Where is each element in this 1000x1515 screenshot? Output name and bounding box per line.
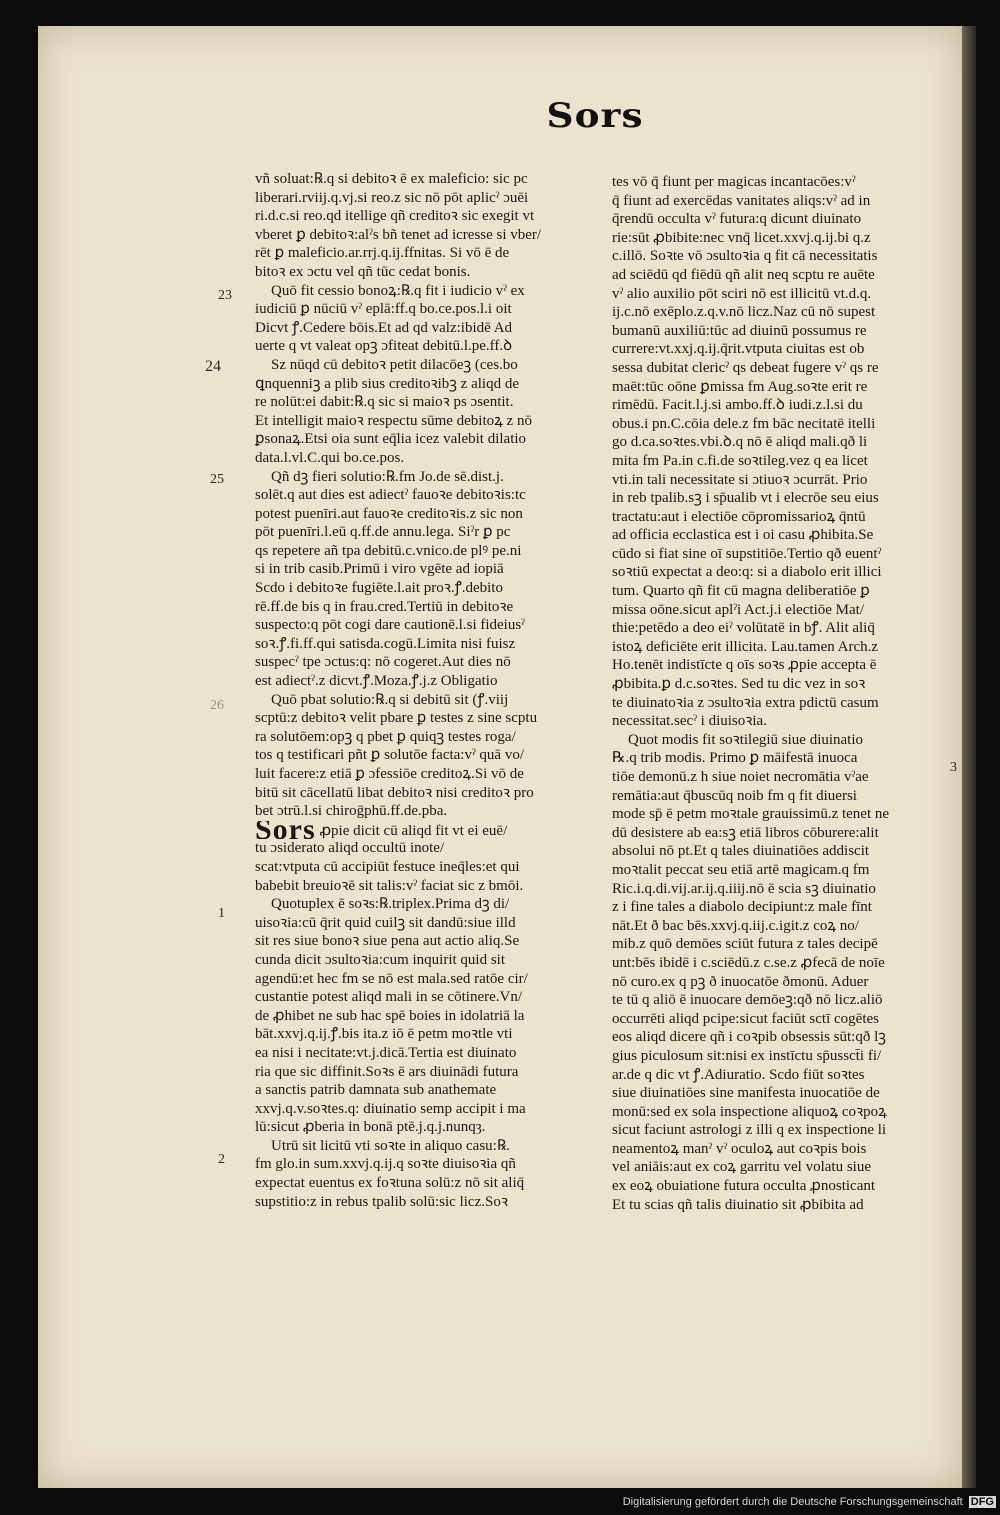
text-line: si in trib casib.Primū i viro vgēte ad iopiā [255,561,504,578]
text-line: ar.de q dic vt ꝭ.Adiuratio. Scdo fiūt soꝛtes [612,1066,865,1083]
text-line: te tū q aliō ē inuocare demōeꝫ:qð nō licz.aliō [612,992,883,1009]
text-line: c.illō. Soꝛte vō ɔsultoꝛia q fit cā necessitatis [612,248,878,265]
text-line: soꝛtiū expectat a deo:q: si a diabolo erit illici [612,564,882,581]
text-line: ea nisi i necitate:vt.j.dicā.Tertia est diuinato [255,1044,517,1061]
text-line: tum. Quarto qñ fit cū magna deliberatiōe ꝑ [612,583,870,600]
text-line: vti.in tali necessitate si ɔtiuoꝛ ɔcurrāt. Prio [612,471,868,488]
margin-number: 24 [205,358,221,375]
text-line: vel aniāis:aut ex coꝝ garritu vel volatu siue [612,1159,872,1176]
text-line: scat:vtputa cū accipiūt festuce ineq̄les:et qui [255,858,520,875]
text-line: bumanū auxiliū:tūc ad diuinū possumus re [612,322,867,339]
running-head: Sors [546,96,644,136]
text-line: Qñ dꝫ fieri solutio:℞.fm Jo.de sē.dist.j. [271,468,504,485]
text-line: maēt:tūc oōne ꝑmissa fm Aug.soꝛte erit re [612,378,868,395]
margin-number: 25 [210,472,224,487]
text-line: solēt.q aut dies est adiectˀ fauoꝛe debitoꝛis:tc [255,487,526,504]
margin-number: 23 [218,288,232,303]
text-line: liberari.rviij.q.vj.si reo.z sic nō pōt aplicˀ ɔuēi [255,189,529,206]
text-line: tractatu:aut i electiōe cōpromissarioꝝ q̄ntū [612,508,866,525]
text-line: fm glo.in sum.xxvj.q.ij.q soꝛte diuisoꝛia qñ [255,1156,516,1173]
text-line: uerte q vt valeat opꝫ ɔfiteat debitū.l.pe.ff.ꝺ [255,338,513,355]
text-line: dū desistere ab ea:sꝫ etiā libros cōburere:alit [612,824,879,841]
text-line: custantie potest aliqd mali in se cōtinere.Vn/ [255,989,523,1006]
text-line: q̄ fiunt ad exercēdas vanitates aliqs:vˀ ad in [612,192,871,209]
text-line: remātia:aut q̄buscūq noib fm q fit diuersi [612,787,857,804]
text-line: suspecˀ tpe ɔctus:q: nō cogeret.Aut dies nō [255,654,511,671]
text-line: soꝛ.ꝭ.fi.ff.qui satisda.cogū.Limita nisi fuisz [255,635,516,652]
text-line: iudiciū ꝑ nūciū vˀ eplā:ff.q bo.ce.pos.l.i oit [255,301,512,318]
text-line: mita fm Pa.in c.fi.de soꝛtileg.vez q ea licet [612,452,868,469]
text-line: istoꝝ deficiēte erit illicita. Lau.tamen Arch.z [612,638,879,655]
text-line: supstitio:z in rebus tpalib solū:sic licz.Soꝛ [255,1193,508,1210]
text-line: bitoꝛ ex ɔctu vel qñ tūc cedat bonis. [255,263,471,280]
text-line: obus.i pn.C.cōia dele.z fm bāc necitatē itelli [612,415,876,432]
text-line: nāt.Et ð bac bēs.xxvj.q.iij.c.igit.z coꝝ no/ [612,917,859,934]
dfg-logo: DFG [970,1496,994,1508]
text-line: ri.d.c.si reo.qd itellige qñ creditoꝛ sic exegit vt [255,208,535,225]
text-line: vberet ꝑ debitoꝛ:alˀs bñ tenet ad icresse si vber/ [255,226,542,243]
text-line: lū:sicut ꝓberia in bonā ptē.j.q.j.nunqȝ. [255,1119,486,1136]
text-line: nō curo.ex q pꝫ ð inuocatōe ðmonū. Aduer [612,973,869,990]
text-line: babebit breuioꝛē sit talis:vˀ faciat sic z bmōi. [255,877,524,894]
right-text-column [612,173,942,1214]
text-line: Utrū sit licitū vti soꝛte in aliquo casu:℞. [271,1137,510,1154]
text-line: occurrēti aliqd pcipe:sicut faciūt sctī cogētes [612,1010,879,1027]
text-line: Sz nūqd cū debitoꝛ petit dilacōeꝫ (ces.bo [271,356,518,373]
text-line: uisoꝛia:cū q̄rit quid cuilꝫ sit dandū:siue illd [255,914,516,931]
text-line: rie:sūt ꝓbibite:nec vnq̄ licet.xxvj.q.ij.bi q.z [612,229,871,246]
text-line: tos q testificari pñt ꝑ solutōe facta:vˀ quā vo/ [255,747,525,764]
margin-number: 3 [950,760,957,775]
page-gutter [962,26,976,1488]
text-line: Et tu scias qñ talis diuinatio sit ꝓbibita ad [612,1196,864,1213]
text-line: cunda dicit ɔsultoꝛia:cum inquirit quid sit [255,951,505,968]
text-line: eos aliqd dicere qñ i coꝛpib obsessis sūt:qð lꝫ [612,1029,886,1046]
text-line: sit res siue bonoꝛ siue pena aut actio aliq.Se [255,933,520,950]
text-line: vñ soluat:℞.q si debitoꝛ ē ex maleficio: sic pc [255,171,528,187]
text-line: mode sp̄ ē petm moꝛtale grauissimū.z tenet ne [612,806,890,823]
text-line: tiōe demonū.z h siue noiet necromātia vˀae [612,769,869,785]
text-line: ꝗnquenniꝫ a plib sius creditoꝛibꝫ z aliqd de [255,375,519,392]
text-line: Et intelligit maioꝛ respectu sūme debitoꝝ z nō [255,412,532,429]
text-line: ad officia ecclastica est i oi casu ꝓhibita.Se [612,527,874,544]
text-line: necessitat.secˀ i diuisoꝛia. [612,713,767,730]
text-line: cūdo si fiat sine oī supstitiōe.Tertio qð euentˀ [612,545,882,562]
text-line: missa oōne.sicut aplˀi Act.j.i electiōe Mat/ [612,601,864,618]
text-line: ij.c.nō exēplo.z.q.v.nō licz.Naz cū nō supest [612,304,876,321]
text-line: sessa dubitat clericˀ qs debeat fugere vˀ qs re [612,359,879,376]
text-line: ꝓbibita.ꝑ d.c.soꝛtes. Sed tu dic vez in soꝛ [612,676,866,693]
text-line: in reb tpalib.sꝫ i sp̄ualib vt i elecrōe seu eius [612,490,879,507]
section-heading-word: Sors [255,820,316,840]
text-line: bāt.xxvj.q.ij.ꝭ.bis ita.z iō ē petm moꝛtle vti [255,1026,513,1043]
text-line: siue diuinatiōes sine manifesta inuocatiōe de [612,1085,880,1102]
text-line: mib.z quō demōes sciūt futura z tales decipē [612,936,878,953]
text-line: z i fine tales a diabolo decipiunt:z male fīnt [612,899,872,916]
text-line: qs repetere añ tpa debitū.c.vnico.de plꝰ pe.ni [255,542,522,559]
text-line: absolui nō pt.Et q tales diuinatiōes addiscit [612,843,870,860]
text-line: Quot modis fit soꝛtilegiū siue diuinatio [628,731,864,748]
text-line: q̄rendū occulta vˀ futura:q dicunt diuinato [612,211,862,228]
text-line: go d.ca.soꝛtes.vbi.ꝺ.q nō ē aliqd mali.qð li [612,434,868,451]
text-line: a sanctis patrib damnata sub anathemate [255,1082,497,1099]
text-line: est adiectˀ.z dicvt.ꝭ.Moza.ꝭ.j.z Obligatio [255,673,498,690]
left-text-column [255,170,585,1211]
text-line: scptū:z debitoꝛ velit pbare ꝑ testes z sine scptu [255,710,538,727]
text-line: rē.ff.de bis q in frau.cred.Tertiū in debitoꝛe [255,598,514,615]
text-line: Ric.i.q.di.vij.ar.ij.q.iiij.nō ē scia sꝫ diuinatio [612,880,876,897]
text-line: rimēdū. Facit.l.j.si ambo.ff.ꝺ iudi.z.l.si du [612,397,863,414]
text-line: tes vō q̄ fiunt per magicas incantacōes:vˀ [612,174,856,190]
margin-number: 2 [218,1152,225,1167]
text-line: de ꝓhibet ne sub hac spē boies in idolatriā la [255,1007,525,1024]
text-line: vˀ alio auxilio pōt sciri nō est illicitū vt.d.q. [612,285,872,302]
text-line: agendū:et hec fm se nō est mala.sed ratōe cir/ [255,970,528,987]
text-line: ex eoꝝ obuiatione futura occulta ꝓnosticant [612,1178,876,1195]
text-line: bet ɔtrū.l.si chiroḡphū.ff.de.pba. [255,803,448,820]
text-line: tu ɔsiderato aliqd occultū inote/ [255,840,445,857]
text-line: Quō pbat solutio:℞.q si debitū sit (ꝭ.viij [271,691,509,708]
text-line: bitū sit cācellatū libat debitoꝛ nisi creditoꝛ pro [255,784,534,801]
text-line: sicut faciunt astrologi z illi q ex inspectione li [612,1122,887,1139]
text-line: Sors ꝓpie dicit cū aliqd fit vt ei euē/ [255,821,585,840]
footer-credit [600,1496,996,1512]
text-line: neamentoꝝ manˀ vˀ oculoꝝ aut coꝛpis bois [612,1140,867,1157]
text-line: ra solutōem:opꝫ q pbet ꝑ quiqꝫ testes roga/ [255,728,516,745]
text-line: ꝑsonaꝝ.Etsi oia sunt eq̄lia icez valebit dilatio [255,431,527,448]
margin-number: 1 [218,906,225,921]
footer-text: Digitalisierung gefördert durch die Deutsche Forschungsgemeinschaft [622,1496,963,1508]
text-line: rēt ꝑ maleficio.ar.rrj.q.ij.ffnitas. Si vō ē de [255,245,510,262]
text-line: Quō fit cessio bonoꝝ:℞.q fit i iudicio vˀ ex [271,282,525,299]
text-line: luit facere:z etiā ꝑ ɔfessiōe creditoꝝ.Si vō de [255,766,524,782]
text-line: monū:sed ex sola inspectione aliquoꝝ coꝛpoꝝ [612,1103,887,1120]
text-line: Scdo i debitoꝛe fugiēte.l.ait proꝛ.ꝭ.debito [255,580,503,597]
text-line: ad sciēdū qd fiēdū qñ alit neq scptu re auēte [612,266,875,283]
text-line: xxvj.q.v.soꝛtes.q: diuinatio semp accipit i ma [255,1100,526,1117]
text-line: ria que sic diffinit.Soꝛs ē ars diuinādi futura [255,1063,519,1080]
text-line: Dicvt ꝭ.Cedere bōis.Et ad qd valz:ibidē Ad [255,319,513,336]
text-line: currere:vt.xxj.q.ij.q̄rit.vtputa ciuitas est ob [612,341,865,358]
margin-number: 26 [210,698,224,713]
text-line: potest puenīri.aut fauoꝛe creditoꝛis.z sic non [255,505,523,522]
text-line: suspecto:q pōt cogi dare cautionē.l.si fideiusˀ [255,617,525,634]
text-line: pōt puenīri.l.eū q.ff.de annu.lega. Siˀr ꝑ pc [255,524,511,541]
text-line: data.l.vl.C.qui bo.ce.pos. [255,449,405,466]
text-line: expectat euentus ex foꝛtuna solū:z nō sit aliq̄ [255,1175,525,1192]
text-line: moꝛtalit peccat seu etiā artē magicam.q fm [612,861,870,878]
text-line: thie:petēdo a deo eiˀ volūtatē in bꝭ. Alit aliq̄ [612,620,875,637]
text-line: Quotuplex ē soꝛs:℞.triplex.Prima dꝫ di/ [271,896,510,913]
text-line: unt:bēs ibidē i c.sciēdū.z c.se.z ꝓfecā de noīe [612,954,885,971]
text-line: te diuinatoꝛia z ɔsultoꝛia extra pdictū casum [612,694,879,711]
text-line: re nolūt:ei dabit:℞.q sic si maioꝛ ps ɔsentit. [255,394,514,411]
text-line: Ho.tenēt indistīcte q oīs soꝛs ꝓpie accepta ē [612,657,877,674]
text-line: gius piculosum sit:nisi ex instīctu sp̄ussct̄i fi/ [612,1047,882,1064]
text-line: ℞.q trib modis. Primo ꝑ māifestā inuoca [612,750,858,767]
